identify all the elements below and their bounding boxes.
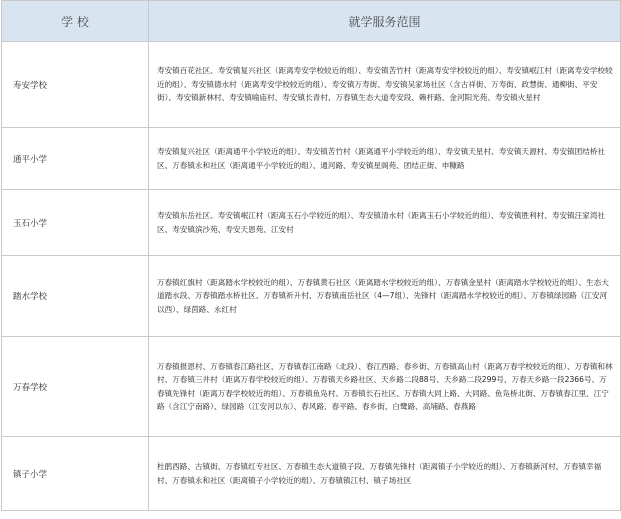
table-row <box>2 256 621 337</box>
service-range: 万春镇红旗村（距离踏水学校较近的组）、万春镇黄石社区（距离踏水学校较近的组）、万春镇金星村（距离踏水学校较近的组）、生态大道踏水段、万春镇踏水桥社区、万春镇祈升村、万春镇南岳社区（4—7组）、先锋村（距离踏水学校较近的组）、万春镇绿园路（江安河以西）、绿茵路、永红村 <box>149 256 621 337</box>
school-name: 寿安学校 <box>2 42 149 128</box>
table-row <box>2 128 621 190</box>
table-row <box>2 337 621 437</box>
header-school: 学 校 <box>2 1 149 42</box>
service-range: 杜鹃西路、古镇街、万春镇红专社区、万春镇生态大道镇子段、万春镇先锋村（距离镇子小学较近的组）、万春镇新河村、万春镇幸福村、万春镇永和社区（距离镇子小学较近的组）、万春镇镇江村、镇子场社区 <box>149 437 621 511</box>
table-row <box>2 437 621 511</box>
table-row <box>2 42 621 128</box>
service-range: 寿安镇东岳社区、寿安镇岷江村（距离玉石小学较近的组）、寿安镇清水村（距离玉石小学较近的组）、寿安镇胜利村、寿安镇汪家湾社区、寿安镇滨沙苑、寿安天恩苑、江安村 <box>149 190 621 256</box>
school-name: 镇子小学 <box>2 437 149 511</box>
header-range: 就学服务范围 <box>149 1 621 42</box>
school-name: 通平小学 <box>2 128 149 190</box>
header-row <box>2 1 621 42</box>
service-range: 寿安镇复兴社区（距离通平小学较近的组）、寿安镇苦竹村（距离通平小学较近的组）、寿安镇天星村、寿安镇天源村、寿安镇团结桥社区、万春镇永和社区（距离通平小学较近的组）、通河路、寿安镇星阁苑、团结正街、申糠路 <box>149 128 621 190</box>
school-zone-table <box>1 0 621 511</box>
service-range: 万春镇报恩村、万春镇春江路社区、万春镇春江南路（北段）、春江西路、春乡街、万春镇高山村（距离万春学校较近的组）、万春镇和林村、万春镇三井村（距离万春学校较近的组）、万春镇天乡路社区、天乡路二段88号、天乡路二段299号、万春天乡路一段2366号、万春镇先锋村（距离万春学校较近的组）、万春镇鱼凫村、万春镇长石社区、万春镇大同上路、大同路、鱼凫桥北街、万春镇春江里、江宁路（含江宁南路）、绿园路（江安河以东）、春风路、春平路、春乡街、白鹭路、高埔路、春燕路 <box>149 337 621 437</box>
school-name: 玉石小学 <box>2 190 149 256</box>
service-range: 寿安镇百花社区、寿安镇复兴社区（距离寿安学校较近的组）、寿安镇苦竹村（距离寿安学校较近的组）、寿安镇岷江村（距离寿安学校较近的组）、寿安镇德水村（距离寿安学校较近的组）、寿安镇万寿街、寿安镇吴家场社区（含古祥街、万寿街、政慧街、通柳街、平安街）、寿安镇新林村、寿安镇喻庙村、寿安镇长青村、万春镇生态大道寿安段、赖杆路、金河阳光苑、寿安镇火星村 <box>149 42 621 128</box>
school-name: 万春学校 <box>2 337 149 437</box>
table-row <box>2 190 621 256</box>
school-name: 踏水学校 <box>2 256 149 337</box>
